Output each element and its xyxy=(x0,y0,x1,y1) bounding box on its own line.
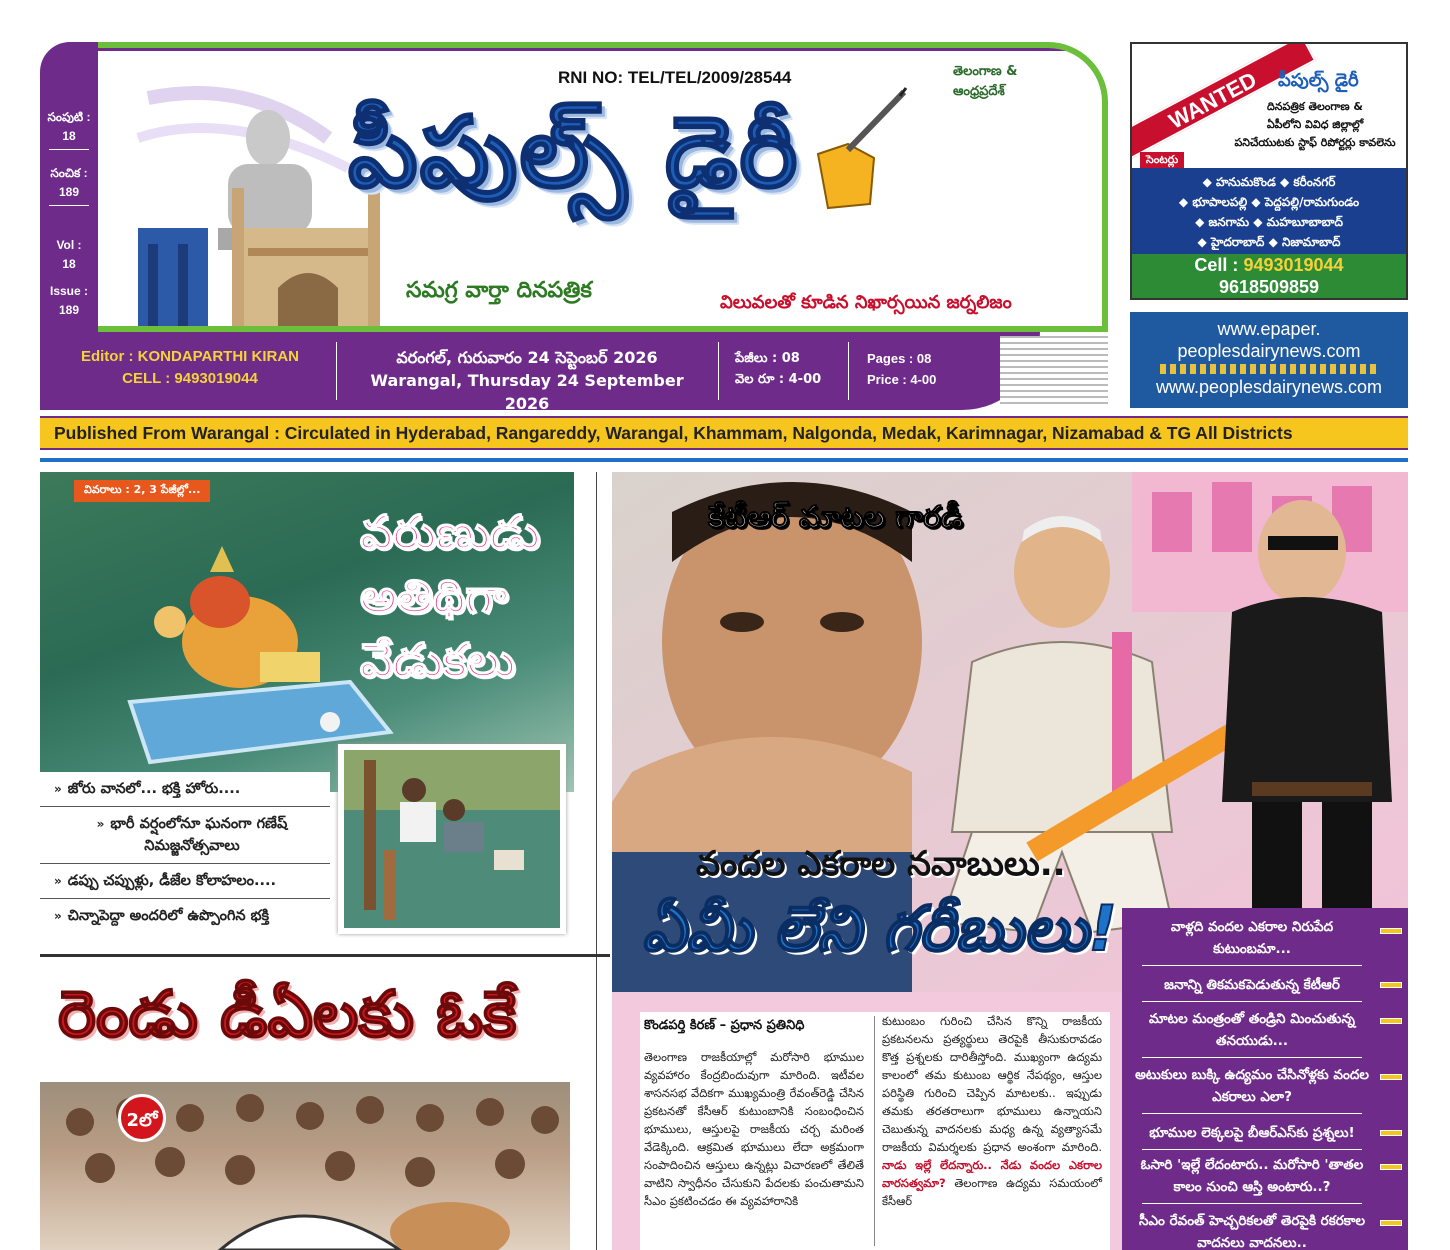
highlight-item: సీఎం రేవంత్ హెచ్చరికలతో తెరపైకి రకరకాల వాదనలు వాదనలు.. xyxy=(1138,1213,1366,1250)
volume-value: 189 xyxy=(58,185,80,199)
article-text: తెలంగాణ ఉద్యమ సమయంలో కేసీఆర్ xyxy=(882,1176,1102,1208)
wanted-advertisement xyxy=(1130,42,1408,300)
price-value: Price : 4-00 xyxy=(867,372,937,387)
fist-pen-icon xyxy=(778,84,908,234)
circulation-strip: Published From Warangal : Circulated in Hyderabad, Rangareddy, Warangal, Khammam, Nalgonda, Medak, Karimnagar, Nizamabad & TG All Districts xyxy=(40,416,1408,450)
pages-english xyxy=(867,348,936,390)
tagline-right: విలువలతో కూడిన నిఖార్సయిన జర్నలిజం xyxy=(720,292,1012,313)
bullet-item: » జోరు వానలో... భక్తి హోరు.... xyxy=(40,772,330,807)
volume-label: సంచిక : xyxy=(50,166,88,180)
pages-count: పేజీలు : 08 xyxy=(735,351,800,366)
center-item: ◆ భూపాలపల్లి ◆ పెద్దపల్లి/రామగుండం xyxy=(1178,195,1360,209)
byline: కొండపర్తి కిరణ్ – ప్రధాన ప్రతినిధి xyxy=(644,1018,805,1033)
wanted-ribbon: WANTED xyxy=(1130,42,1316,164)
epaper-url[interactable]: peoplesdairynews.com xyxy=(1177,341,1361,361)
double-arrow-icon: » xyxy=(54,874,62,888)
volume-value: 189 xyxy=(58,303,80,317)
centers-list xyxy=(1132,168,1406,254)
da-headline: రెండు డీఏలకు ఓకే xyxy=(58,978,517,1052)
feature-headline: ఏమీ లేని గరీబులు! xyxy=(642,892,1117,965)
ad-text-line: ఏపీలోని వివిధ జిల్లాల్లో xyxy=(1266,118,1364,131)
editor-name: Editor : KONDAPARTHI KIRAN xyxy=(80,348,300,365)
cell-number: 9618509859 xyxy=(1218,277,1320,297)
website-advertisement xyxy=(1130,312,1408,408)
feature-subhead: వందల ఎకరాల నవాబులు.. xyxy=(696,844,1066,884)
volume-item xyxy=(40,282,98,320)
cell-label: Cell : xyxy=(1194,255,1239,275)
headline-line: అతిథిగా xyxy=(360,569,508,623)
volume-item xyxy=(40,164,98,206)
volume-value: 18 xyxy=(62,257,76,271)
double-arrow-icon: » xyxy=(54,782,62,796)
ad-text xyxy=(1222,98,1408,152)
info-bar xyxy=(40,332,1108,413)
highlight-marker xyxy=(1380,982,1402,988)
epaper-url[interactable]: www.epaper. xyxy=(1217,319,1321,339)
headline-line: వరుణుడు xyxy=(360,505,540,559)
highlight-marker xyxy=(1380,1018,1402,1024)
cell-number: 9493019044 xyxy=(1243,255,1344,275)
page-badge: 2లో xyxy=(118,1094,166,1142)
ad-logo: పీపుల్స్ డైరీ xyxy=(1278,70,1359,91)
highlight-item: అటుకులు బుక్కి ఉద్యమం చేసినోళ్లకు వందల ఎకరాలు ఎలా? xyxy=(1122,1064,1382,1114)
feature-highlights xyxy=(1122,908,1408,1250)
centers-label: సెంటర్లు xyxy=(1140,152,1184,170)
state-name: ఆంధ్రప్రదేశ్ xyxy=(953,84,1005,99)
feature-story xyxy=(612,472,1408,1250)
state-name: తెలంగాణ & xyxy=(953,64,1018,79)
highlight-marker xyxy=(1380,1164,1402,1170)
title-box xyxy=(98,42,1108,332)
details-tag: వివరాలు : 2, 3 పేజీల్లో... xyxy=(74,480,210,502)
volume-label: Vol : xyxy=(56,238,82,252)
dateline xyxy=(352,346,702,415)
volume-column xyxy=(40,42,98,332)
volume-value: 18 xyxy=(62,129,76,143)
ganesh-story xyxy=(40,472,574,944)
editor-info xyxy=(60,346,320,390)
article-column-1: తెలంగాణ రాజకీయాల్లో మరోసారి భూముల వ్యవహారం కేంద్రబిందువుగా మారింది. ఇటీవల శాసనసభ వేదికగా ముఖ్యమంత్రి రేవంత్‌రెడ్డి చేసిన ప్రకటనతో కేసీఆర్ కుటుంబానికి సంబంధించిన భూములు, ఆస్తులపై రాజకీయ చర్చ మరింత వేడెక్కింది. ఆక్రమిత భూములు లేదా అక్రమంగా సంపాదించిన ఆస్తులు ఉన్నట్లు విచారణలో తేలితే వాటిని స్వాధీనం చేసుకుని పేదలకు పంచుతామని సీఎం ప్రకటించడం ఈ వ్యవహారానికి xyxy=(644,1050,864,1208)
bullet-item: » డప్పు చప్పుళ్లు, డీజేల కోలాహలం.... xyxy=(40,864,330,899)
pages-count: Pages : 08 xyxy=(867,351,932,366)
price-value: వెల రూ : 4-00 xyxy=(735,372,822,387)
highlight-marker xyxy=(1380,1130,1402,1136)
editor-cell: CELL : 9493019044 xyxy=(122,370,258,387)
center-item: ◆ హనుమకొండ ◆ కరీంనగర్ xyxy=(1202,175,1336,189)
volume-label: Issue : xyxy=(49,284,88,298)
states-label xyxy=(953,62,1018,102)
double-arrow-icon: » xyxy=(96,817,105,831)
da-story xyxy=(40,970,570,1250)
tagline-left: సమగ్ర వార్తా దినపత్రిక xyxy=(406,278,592,303)
story-headline xyxy=(360,500,540,692)
highlight-item: ఓసారి 'ఇల్లే లేదంటారు.. మరోసారి 'తాతల కాలం నుంచి ఆస్తి అంటారు..? xyxy=(1122,1154,1382,1204)
masthead xyxy=(40,42,1108,413)
pages-telugu xyxy=(735,348,821,390)
volume-item xyxy=(40,236,98,274)
ad-text-line: దినపత్రిక తెలంగాణ & xyxy=(1266,100,1364,113)
highlight-marker xyxy=(1380,1074,1402,1080)
bullet-item: » భారీ వర్షంలోనూ ఘనంగా గణేష్ నిమజ్జనోత్సవాలు xyxy=(40,807,330,864)
center-item: ◆ జనగామ ◆ మహబూబాబాద్ xyxy=(1195,215,1343,229)
ad-text-line: పనిచేయుటకు స్టాఫ్ రిపోర్టర్లు కావలెను xyxy=(1234,136,1396,149)
article-column-2 xyxy=(882,1012,1102,1210)
newspaper-logo: పీపుల్స్ డైరీ xyxy=(348,96,800,210)
story-bullets xyxy=(40,772,330,933)
center-item: ◆ హైదరాబాద్ ◆ నిజామాబాద్ xyxy=(1197,235,1341,249)
headline-line: వేడుకలు xyxy=(360,633,516,687)
date-telugu: వరంగల్, గురువారం 24 సెప్టెంబర్ 2026 xyxy=(396,348,658,367)
double-arrow-icon: » xyxy=(54,909,62,923)
people-in-water-image xyxy=(344,750,560,928)
highlight-marker xyxy=(1380,1220,1402,1226)
feature-article xyxy=(640,1012,1110,1250)
volume-label: సంపుటి : xyxy=(47,110,91,124)
highlight-item: వాళ్లది వందల ఎకరాల నిరుపేద కుటుంబమా... xyxy=(1122,916,1382,966)
feature-kicker: కేటీఆర్ మాటల గారడీ xyxy=(708,500,963,535)
rni-number: RNI NO: TEL/TEL/2009/28544 xyxy=(558,68,792,87)
immersion-photo xyxy=(338,744,566,934)
highlight-item: జనాన్ని తికమకపెడుతున్న కేటీఆర్ xyxy=(1122,974,1382,1002)
article-text: కుటుంబం గురించి చేసిన కొన్ని రాజకీయ ప్రకటనలను ప్రత్యర్థులు తెరపైకి తీసుకురావడం కొత్త ప్రశ్నలకు దారితీస్తోంది. ముఖ్యంగా ఉద్యమ కాలంలో తమ కుటుంబ ఆర్థిక నేపథ్యం, ఆస్తుల పరిస్థితి గురించి చెప్పిన మాటలకు.. ఇప్పుడు తమకు తరతరాలుగా భూములు ఉన్నాయని చెబుతున్న వాదనలకు మధ్య ఉన్న వ్యత్యాసమే రాజకీయ విమర్శలకు ప్రధాన అంశంగా మారింది. xyxy=(882,1014,1102,1154)
article-subheading: నాడు ఇల్లే లేదన్నారు.. నేడు వందల ఎకరాల వారసత్వమా? xyxy=(882,1158,1102,1190)
contact-numbers xyxy=(1132,254,1406,300)
website-url[interactable]: www.peoplesdairynews.com xyxy=(1155,377,1383,397)
highlight-marker xyxy=(1380,928,1402,934)
volume-item xyxy=(40,108,98,150)
highlight-item: మాటల మంత్రంతో తండ్రిని మించుతున్న తనయుడు... xyxy=(1122,1008,1382,1058)
bullet-item: » చిన్నాపెద్దా అందరిలో ఉప్పొంగిన భక్తి xyxy=(54,908,270,924)
date-english: Warangal, Thursday 24 September 2026 xyxy=(370,371,684,413)
highlight-item: భూముల లెక్కలపై బీఆర్ఎస్‌కు ప్రశ్నలు! xyxy=(1122,1122,1382,1150)
